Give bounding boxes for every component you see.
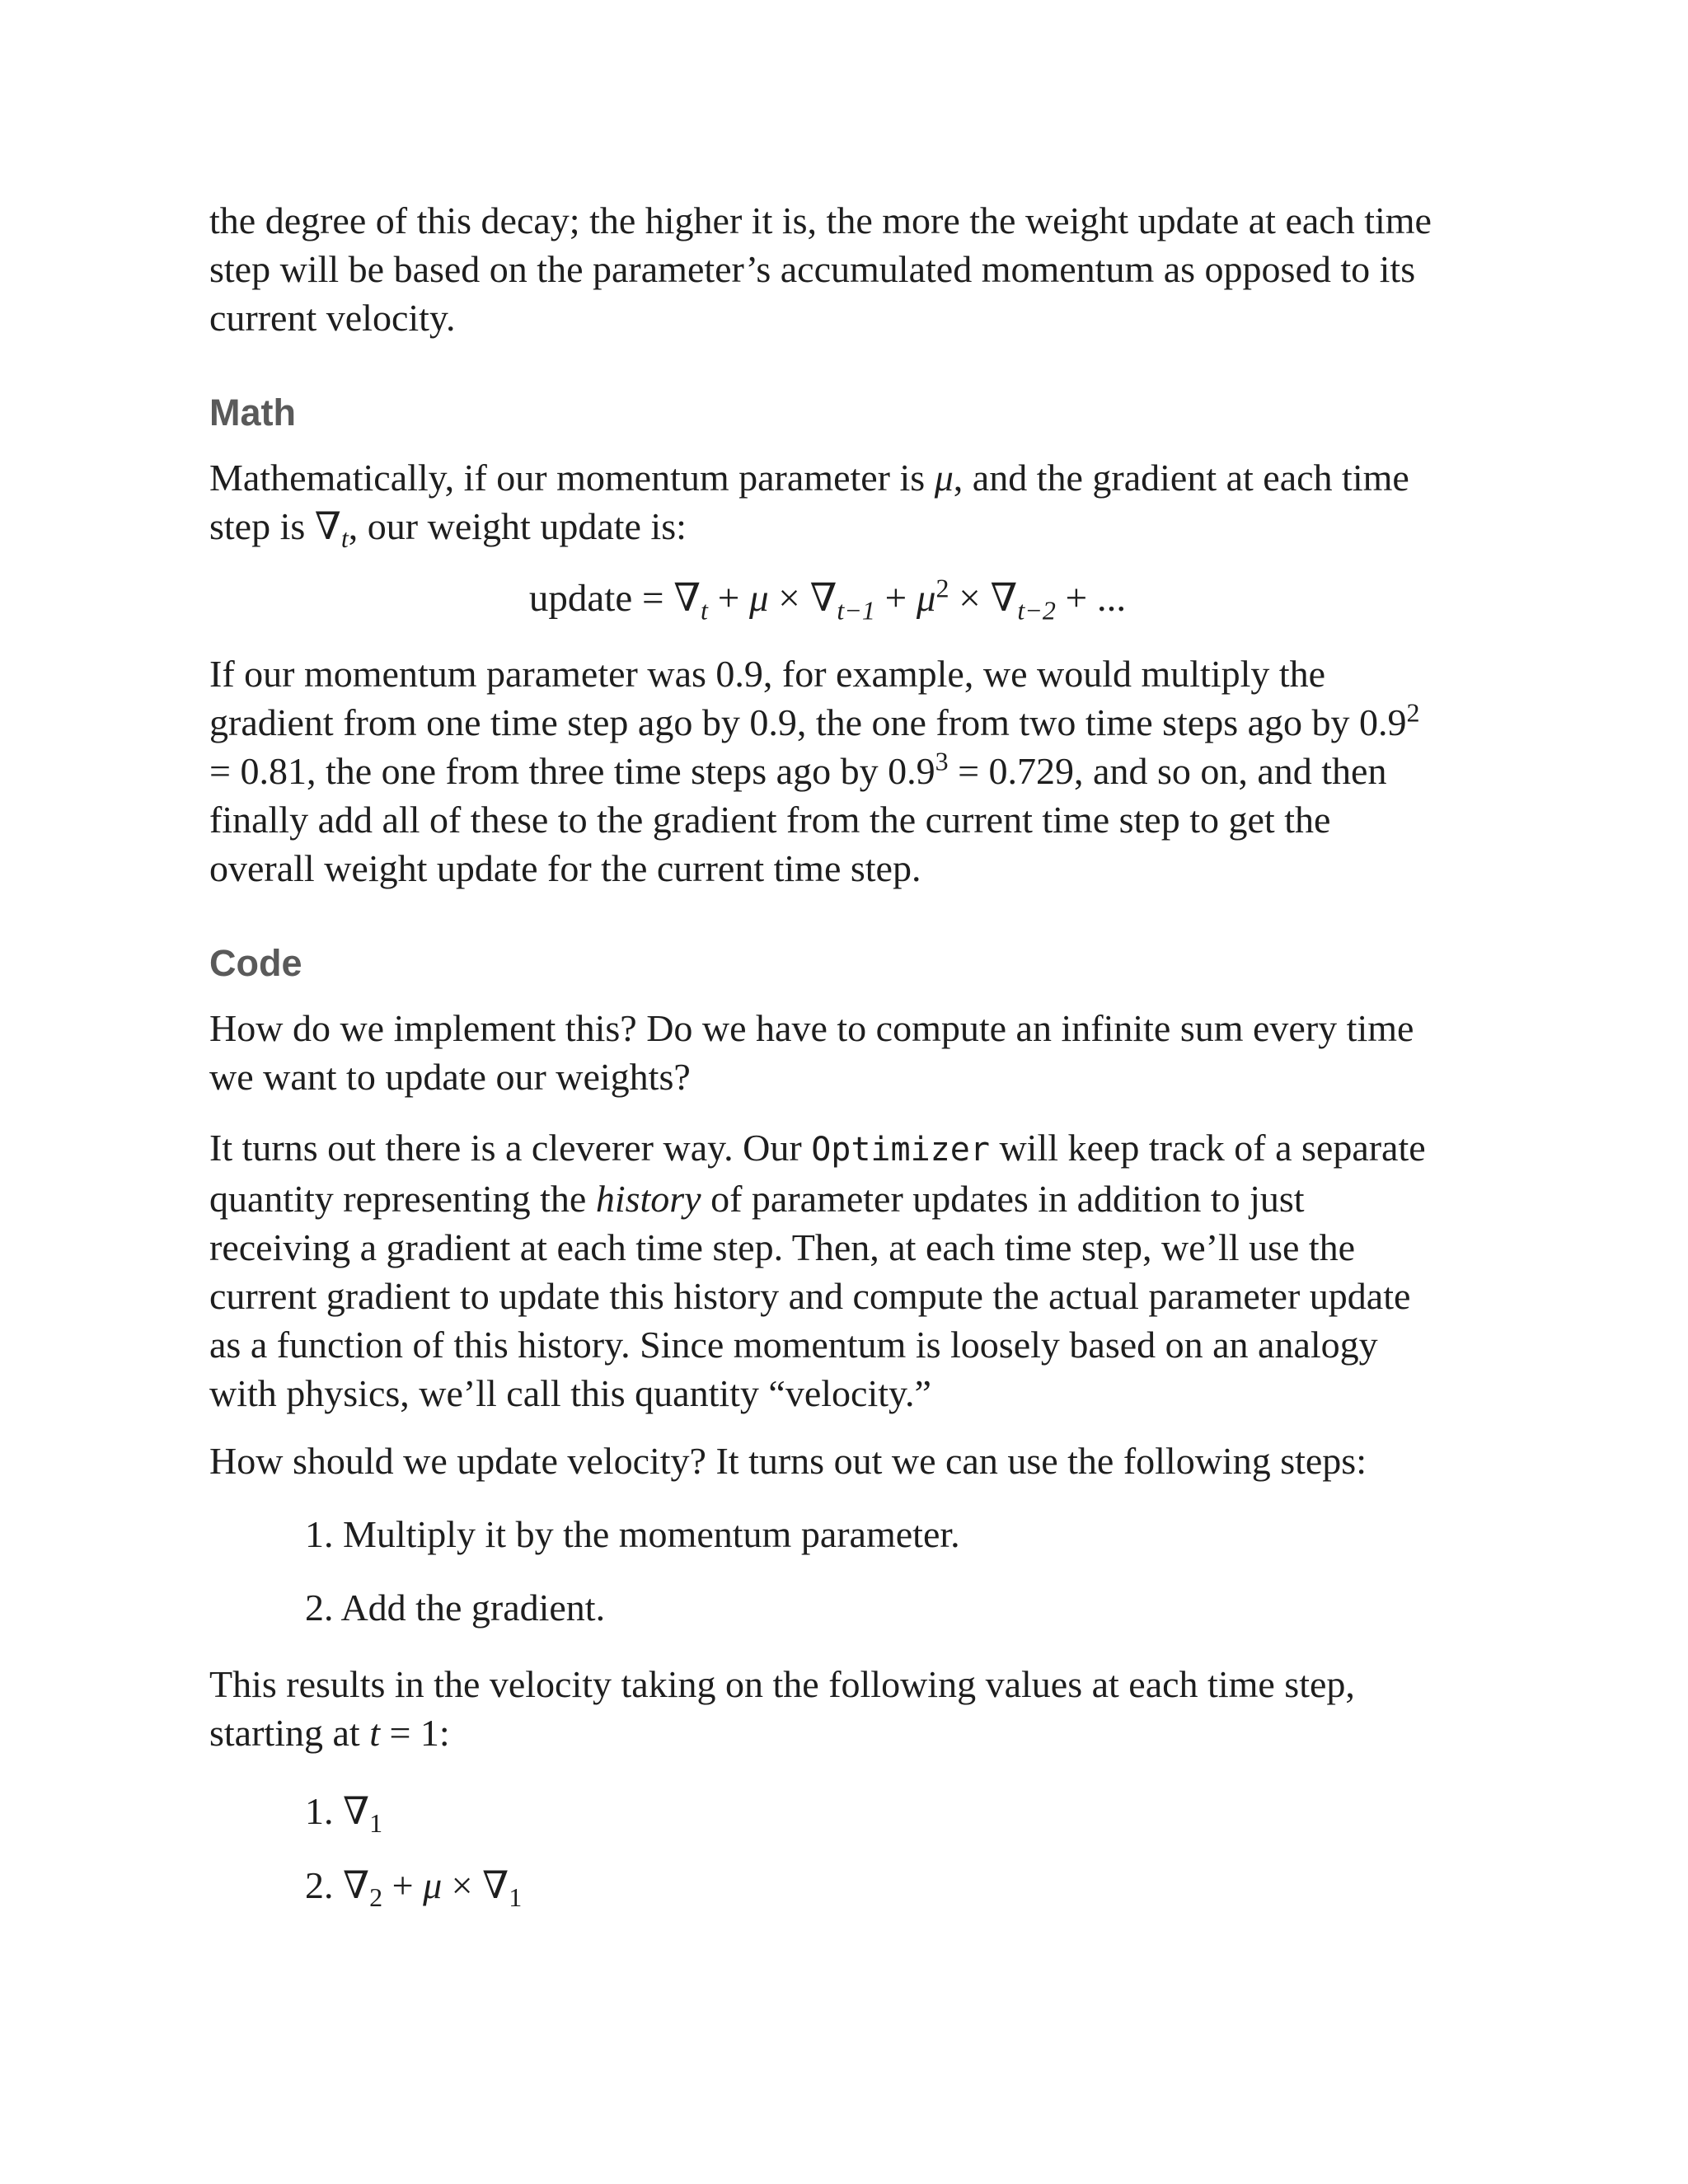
document-page (209, 196, 1479, 1913)
list-item: 1. Multiply it by the momentum parameter. (305, 1513, 960, 1555)
nabla-symbol: ∇ (314, 505, 341, 547)
list-item: 2. Add the gradient. (305, 1586, 606, 1629)
implementation-question: How do we implement this? Do we have to compute an infinite sum every time we want to update our weights? (209, 1007, 1414, 1098)
math-list-item: 1. $\nabla_1$ (305, 1790, 383, 1839)
mu-symbol: μ (934, 457, 954, 499)
update-velocity-question: How should we update velocity? It turns out we can use the following steps: (209, 1440, 1367, 1482)
history-emphasis: history (595, 1178, 701, 1220)
example-paragraph: If our momentum parameter was 0.9, for example, we would multiply the gradient from one time step ago by 0.9, the one from two time steps ago by $0.9^2$ = 0.81, the one from three time steps ago by $0.9^3 = 0.729$, and so on, and then finally add all of these to the gradient from the current time step to get the overall weight update for the current time step. (209, 653, 1420, 889)
update-formula: update = $\nabla_t + \mu \times \nabla_{t-1} + \mu^2 \times \nabla_{t-2}$ + ... (528, 573, 1127, 626)
intro-line-3: current velocity. (209, 297, 456, 339)
math-list-item: 2. $\nabla_2 + \mu \times \nabla_1$ (305, 1864, 523, 1913)
intro-paragraph (209, 196, 1479, 342)
intro-line-2: step will be based on the parameter’s accumulated momentum as opposed to its (209, 248, 1416, 290)
math-intro-paragraph: Mathematically, if our momentum parameter is μ, and the gradient at each time step is $\nabla_t$, our weight update is: (209, 457, 1409, 554)
code-heading: Code (209, 942, 302, 984)
velocity-paragraph: It turns out there is a cleverer way. Our Optimizer will keep track of a separate quantity representing the history of parameter updates in addition to just receiving a gradient at each time step. Then, at each time step, we’ll use the current gradient to update this history and compute the actual parameter update as a function of this history. Since momentum is loosely based on an analogy with physics, we’ll call this quantity “velocity.” (209, 1127, 1426, 1414)
math-heading: Math (209, 391, 296, 434)
intro-line-1: the degree of this decay; the higher it is, the more the weight update at each time (209, 199, 1432, 241)
velocity-values-paragraph: This results in the velocity taking on the following values at each time step, starting at t = 1: (209, 1663, 1355, 1754)
optimizer-code: Optimizer (811, 1131, 990, 1169)
